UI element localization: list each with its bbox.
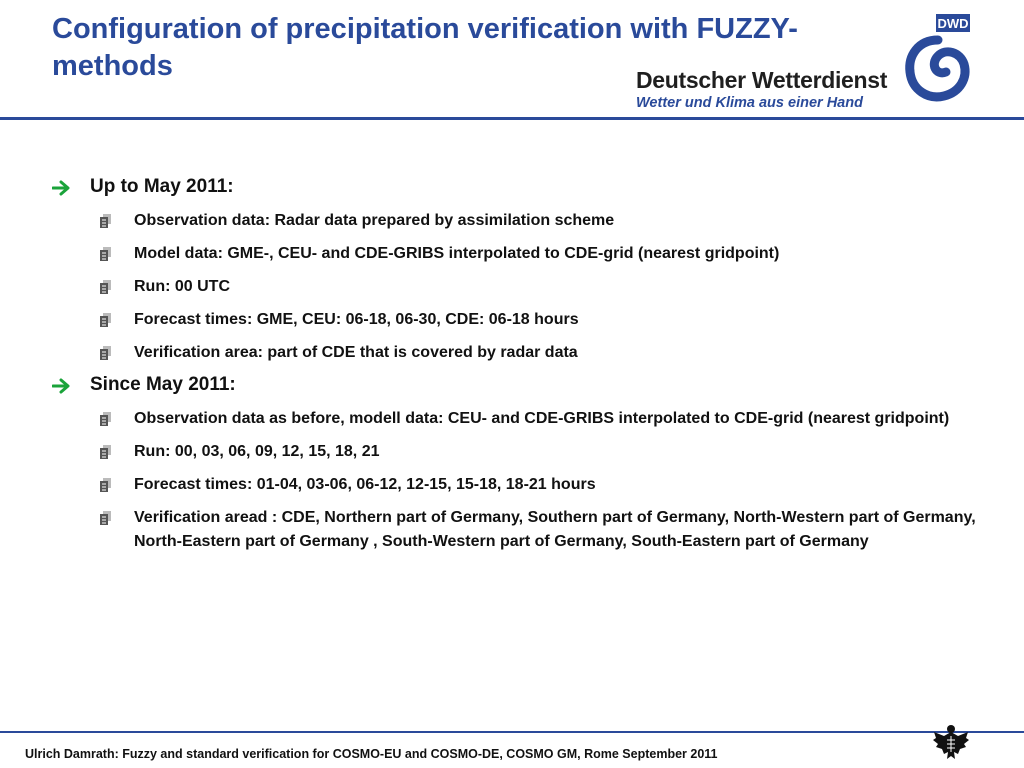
list-item: [134, 308, 982, 332]
bullet-text: Forecast times: 01-04, 03-06, 06-12, 12-15, 15-18, 18-21 hours: [134, 476, 596, 493]
list-item: [134, 440, 982, 464]
section-up-to-may-2011: [52, 176, 982, 365]
footer-text: Ulrich Damrath: Fuzzy and standard verification for COSMO-EU and COSMO-DE, COSMO GM, Rome September 2011: [25, 747, 718, 761]
page-stack-icon: [100, 346, 111, 360]
dwd-logo-text: [636, 67, 886, 111]
bullet-text: Verification area: part of CDE that is covered by radar data: [134, 344, 578, 361]
bullet-list: [52, 407, 982, 554]
list-item: [134, 209, 982, 233]
page-stack-icon: [100, 247, 111, 261]
logo-name: Deutscher Wetterdienst: [636, 67, 888, 93]
bullet-text: Model data: GME-, CEU- and CDE-GRIBS interpolated to CDE-grid (nearest gridpoint): [134, 245, 780, 262]
page-stack-icon: [100, 478, 111, 492]
list-item: [134, 341, 982, 365]
bullet-text: Run: 00 UTC: [134, 278, 230, 295]
list-item: [134, 242, 982, 266]
logo-badge: DWD: [937, 16, 969, 31]
bullet-text: Observation data as before, modell data: CEU- and CDE-GRIBS interpolated to CDE-grid (nearest gridpoint): [134, 410, 950, 427]
section-heading: Since May 2011:: [90, 374, 236, 395]
page-stack-icon: [100, 214, 111, 228]
list-item: [134, 275, 982, 299]
federal-eagle-icon: [931, 722, 971, 762]
bullet-text: Observation data: Radar data prepared by assimilation scheme: [134, 212, 615, 229]
section-heading-row: [52, 176, 982, 209]
page-stack-icon: [100, 313, 111, 327]
page-stack-icon: [100, 511, 111, 525]
arrow-right-icon: [52, 378, 72, 394]
section-heading-row: [52, 374, 982, 407]
slide-body: [52, 176, 982, 563]
list-item: [134, 473, 982, 497]
slide-title: Configuration of precipitation verification with FUZZY-methods: [52, 13, 798, 82]
dwd-spiral-icon: [898, 12, 974, 108]
footer-divider: [0, 731, 1024, 733]
list-item: [134, 407, 982, 431]
header-divider: [0, 117, 1024, 120]
bullet-list: [52, 209, 982, 365]
bullet-text: Forecast times: GME, CEU: 06-18, 06-30, CDE: 06-18 hours: [134, 311, 579, 328]
logo-tagline: Wetter und Klima aus einer Hand: [636, 95, 863, 111]
arrow-right-icon: [52, 180, 72, 196]
section-since-may-2011: [52, 374, 982, 554]
bullet-text: Verification aread : CDE, Northern part of Germany, Southern part of Germany, North-Western part of Germany, North-Eastern part of Germany , South-Western part of Germany, South-Eastern part of Germany: [134, 509, 976, 550]
page-stack-icon: [100, 445, 111, 459]
list-item: [134, 506, 982, 554]
bullet-text: Run: 00, 03, 06, 09, 12, 15, 18, 21: [134, 443, 380, 460]
section-heading: Up to May 2011:: [90, 176, 234, 197]
page-stack-icon: [100, 280, 111, 294]
page-stack-icon: [100, 412, 111, 426]
